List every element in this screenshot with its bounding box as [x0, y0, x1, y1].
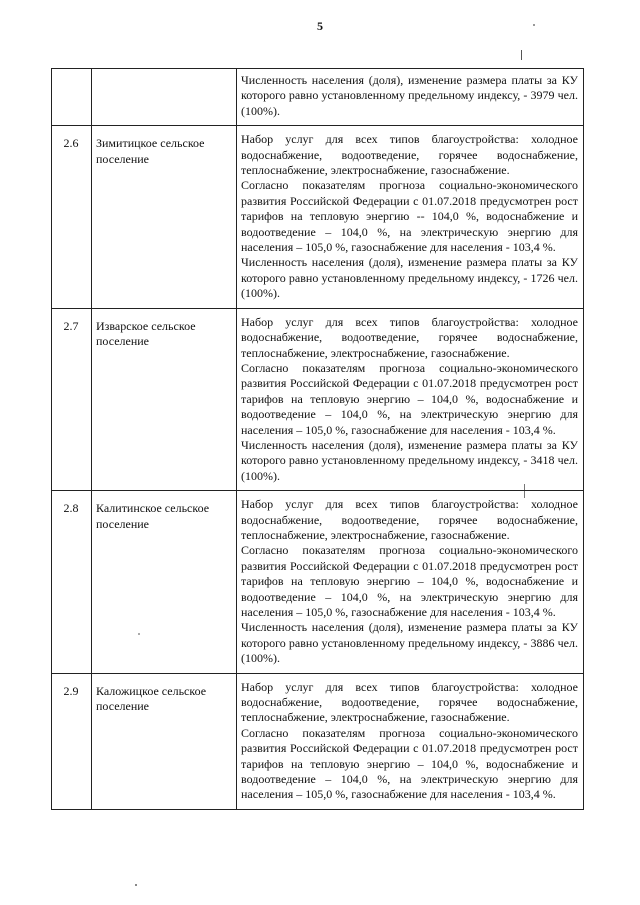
table-row — [52, 308, 584, 490]
description-paragraph: Согласно показателям прогноза социально-экономического развития Российской Федерации с 01.07.2018 предусмотрен рост тарифов на тепловую энергию -- 104,0 %, водоснабжение и водоотведение – 104,0 %, на электрическую энергию для населения – 105,0 %, газоснабжение для населения - 103,4 %. — [241, 178, 578, 255]
row-description — [237, 308, 584, 490]
row-number: 2.6 — [52, 126, 92, 308]
table-row — [52, 69, 584, 126]
table-row — [52, 126, 584, 308]
row-number: 2.9 — [52, 673, 92, 809]
table-row — [52, 673, 584, 809]
row-description — [237, 126, 584, 308]
row-description — [237, 69, 584, 126]
description-paragraph: Согласно показателям прогноза социально-экономического развития Российской Федерации с 01.07.2018 предусмотрен рост тарифов на тепловую энергию – 104,0 %, водоснабжение и водоотведение – 104,0 %, на электрическую энергию для населения – 105,0 %, газоснабжение для населения - 103,4 %. — [241, 725, 578, 802]
row-description — [237, 673, 584, 809]
description-paragraph: Согласно показателям прогноза социально-экономического развития Российской Федерации с 01.07.2018 предусмотрен рост тарифов на тепловую энергию – 104,0 %, водоснабжение и водоотведение – 104,0 %, на электрическую энергию для населения – 105,0 %, газоснабжение для населения - 103,4 %. — [241, 543, 578, 619]
table-row — [52, 491, 584, 673]
description-paragraph: Набор услуг для всех типов благоустройства: холодное водоснабжение, водоотведение, горячее водоснабжение, теплоснабжение, электроснабжение, газоснабжение. — [241, 132, 578, 178]
settlement-name — [92, 69, 237, 126]
settlement-name: Каложицкое сельское поселение — [92, 673, 237, 809]
description-paragraph: Набор услуг для всех типов благоустройства: холодное водоснабжение, водоотведение, горячее водоснабжение, теплоснабжение, электроснабжение, газоснабжение. — [241, 497, 578, 542]
page-number: 5 — [317, 19, 323, 33]
description-paragraph: Численность населения (доля), изменение размера платы за КУ которого равно установленному предельному индексу, - 3418 чел. (100%). — [241, 437, 578, 483]
description-paragraph: Набор услуг для всех типов благоустройства: холодное водоснабжение, водоотведение, горячее водоснабжение, теплоснабжение, электроснабжение, газоснабжение. — [241, 679, 578, 725]
scan-mark — [533, 24, 535, 26]
description-paragraph: Набор услуг для всех типов благоустройства: холодное водоснабжение, водоотведение, горячее водоснабжение, теплоснабжение, электроснабжение, газоснабжение. — [241, 314, 578, 360]
settlement-name: Изварское сельское поселение — [92, 308, 237, 490]
description-paragraph: Численность населения (доля), изменение размера платы за КУ которого равно установленному предельному индексу, - 1726 чел. (100%). — [241, 255, 578, 301]
row-description — [237, 491, 584, 673]
row-number: 2.7 — [52, 308, 92, 490]
scan-mark — [521, 50, 522, 60]
scan-mark — [135, 884, 137, 886]
description-paragraph: Численность населения (доля), изменение размера платы за КУ которого равно установленному предельному индексу, - 3886 чел. (100%). — [241, 620, 578, 666]
settlement-name: Калитинское сельское поселение — [92, 491, 237, 673]
settlement-name: Зимитицкое сельское поселение — [92, 126, 237, 308]
description-paragraph: Численность населения (доля), изменение размера платы за КУ которого равно установленному предельному индексу, - 3979 чел. (100%). — [241, 73, 578, 118]
row-number — [52, 69, 92, 126]
tariff-table — [51, 68, 584, 810]
description-paragraph: Согласно показателям прогноза социально-экономического развития Российской Федерации с 01.07.2018 предусмотрен рост тарифов на тепловую энергию – 104,0 %, водоснабжение и водоотведение – 104,0 %, на электрическую энергию для населения – 105,0 %, газоснабжение для населения - 103,4 %. — [241, 360, 578, 437]
row-number: 2.8 — [52, 491, 92, 673]
